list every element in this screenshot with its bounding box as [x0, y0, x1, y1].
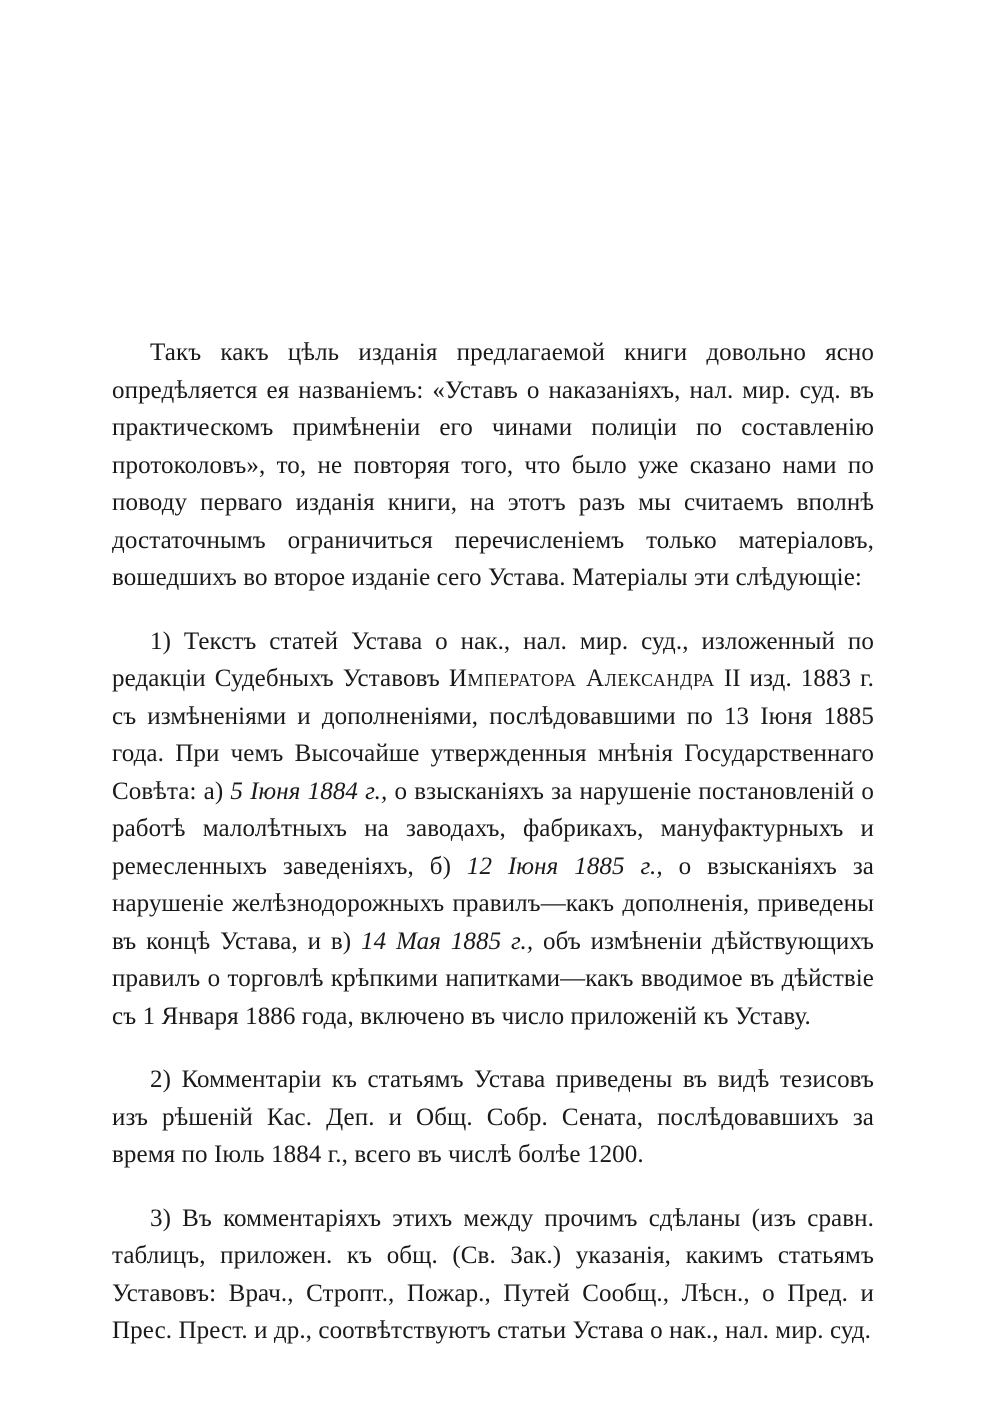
- paragraph-item-2: [112, 1061, 874, 1174]
- item-1-text-part-1: 1) Текстъ статей Устава о нак., нал. мир. суд., изложенный по редакціи Судебныхъ Уставовъ: [112, 627, 874, 692]
- item-1-text-part-2: II изд. 1883 г. съ измѣненіями и дополненіями, послѣдовавшими по 13 Іюня 1885 года. При чемъ Высочайше утвержденныя мнѣнія Государственнаго Совѣта: а): [112, 665, 874, 805]
- item-1-emperor-name: Императора Александра: [448, 665, 715, 692]
- item-3-text: 3) Въ комментаріяхъ этихъ между прочимъ сдѣланы (изъ сравн. таблицъ, приложен. къ общ. (Св. Зак.) указанія, какимъ статьямъ Уставовъ: Врач., Стропт., Пожар., Путей Сообщ., Лѣсн., о Пред. и Прес. Прест. и др., соотвѣтствуютъ статьи Устава о нак., нал. мир. суд.: [112, 1204, 874, 1344]
- paragraph-item-1: [112, 623, 874, 1036]
- page-body: [112, 334, 874, 1350]
- item-2-text: 2) Комментаріи къ статьямъ Устава приведены въ видѣ тезисовъ изъ рѣшеній Кас. Деп. и Общ. Собр. Сената, послѣдовавшихъ за время по Іюль 1884 г., всего въ числѣ болѣе 1200.: [112, 1066, 874, 1168]
- item-1-date-c: 14 Мая 1885 г.,: [361, 927, 534, 955]
- paragraph-intro: [112, 334, 874, 597]
- paragraph-item-3: [112, 1200, 874, 1350]
- paragraph-intro-text: Такъ какъ цѣль изданія предлагаемой книги довольно ясно опредѣляется ея названіемъ: «Уставъ о наказаніяхъ, нал. мир. суд. въ практическомъ примѣненіи его чинами полиціи по составленію протоколовъ», то, не повторяя того, что было уже сказано нами по поводу перваго изданія книги, на этотъ разъ мы считаемъ вполнѣ достаточнымъ ограничиться перечисленіемъ только матеріаловъ, вошедшихъ во второе изданіе сего Устава. Матеріалы эти слѣдующіе:: [112, 339, 874, 591]
- item-1-date-b: 12 Іюня 1885 г.,: [466, 852, 663, 880]
- item-1-text-part-5: объ измѣненіи дѣйствующихъ правилъ о торговлѣ крѣпкими напитками—какъ вводимое въ дѣйствіе съ 1 Января 1886 года, включено въ число приложеній къ Уставу.: [112, 927, 874, 1030]
- item-1-date-a: 5 Іюня 1884 г.,: [230, 777, 388, 805]
- item-1-text-part-4: о взысканіяхъ за нарушеніе желѣзнодорожныхъ правилъ—какъ дополненія, приведены въ концѣ Устава, и в): [112, 852, 874, 955]
- item-1-text-part-3: о взысканіяхъ за нарушеніе постановленій о работѣ малолѣтныхъ на заводахъ, фабрикахъ, мануфактурныхъ и ремесленныхъ заведеніяхъ, б): [112, 777, 874, 880]
